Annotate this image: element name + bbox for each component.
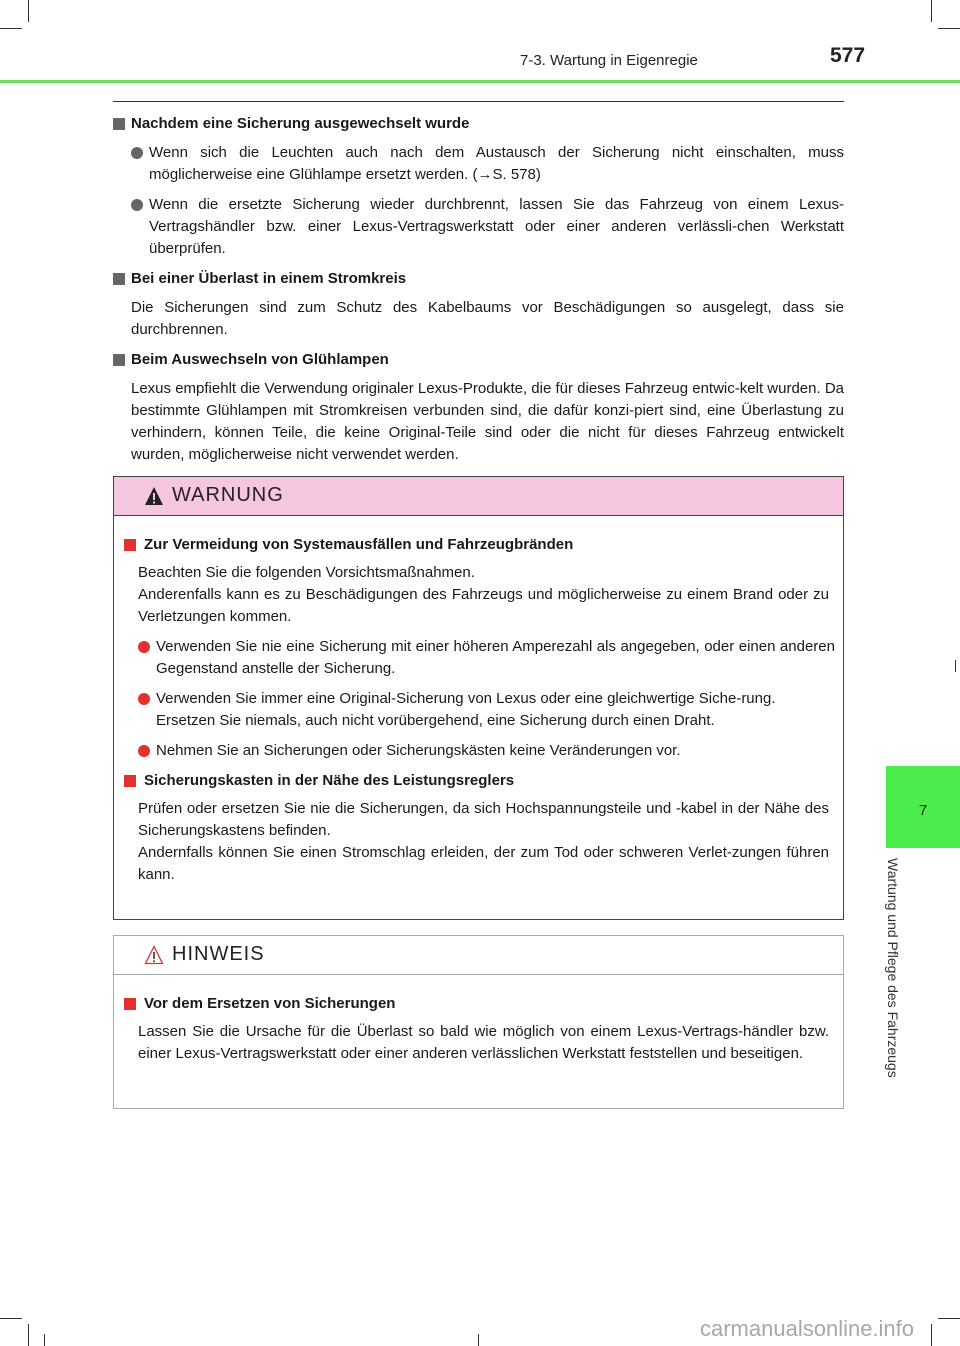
list-item-text: Verwenden Sie nie eine Sicherung mit einer höheren Amperezahl als angegeben, oder einen anderen Gegenstand anstelle der Sicherung.	[156, 638, 835, 677]
list-item	[131, 194, 844, 260]
notice-body	[114, 993, 843, 1073]
notice-section-heading	[124, 993, 843, 1015]
list-item	[138, 740, 835, 762]
dot-bullet-icon	[131, 147, 143, 159]
list-item-text	[156, 688, 835, 732]
warning-section-heading	[124, 770, 843, 792]
list-item-text: Nehmen Sie an Sicherungen oder Sicherungskästen keine Veränderungen vor.	[156, 742, 681, 759]
warning-triangle-icon	[144, 486, 164, 506]
warning-section-heading-text: Sicherungskasten in der Nähe des Leistungsreglers	[144, 772, 515, 789]
header-divider	[0, 80, 960, 83]
crop-mark	[931, 0, 932, 22]
notice-triangle-icon	[144, 945, 164, 965]
list-item	[138, 688, 835, 732]
list-item-text: Wenn sich die Leuchten auch nach dem Austausch der Sicherung nicht einschalten, muss möglicherweise eine Glühlampe ersetzt werden. (→S. 578)	[149, 144, 844, 183]
list-item-text-line: Verwenden Sie immer eine Original-Sicherung von Lexus oder eine gleichwertige Siche-rung.	[156, 690, 776, 707]
page-number: 577	[830, 44, 866, 67]
square-bullet-icon	[113, 354, 125, 366]
warning-section-heading-text: Zur Vermeidung von Systemausfällen und Fahrzeugbränden	[144, 536, 574, 553]
warning-title: WARNUNG	[172, 484, 284, 506]
paragraph: Anderenfalls kann es zu Beschädigungen des Fahrzeugs und möglicherweise zu einem Brand oder zu Verletzungen kommen.	[138, 586, 829, 625]
crop-mark	[28, 0, 29, 22]
crop-mark	[0, 28, 22, 29]
warning-section-heading	[124, 534, 843, 556]
watermark: carmanualsonline.info	[700, 1316, 915, 1341]
dot-bullet-icon	[138, 745, 150, 757]
warning-body	[114, 534, 843, 894]
paragraph: Prüfen oder ersetzen Sie nie die Sicherungen, da sich Hochspannungsteile und -kabel in der Nähe des Sicherungskastens befinden.	[138, 800, 829, 839]
crop-mark	[478, 1334, 479, 1346]
section-heading	[113, 113, 844, 135]
section-heading	[113, 349, 844, 371]
section-heading-text: Nachdem eine Sicherung ausgewechselt wurde	[131, 115, 470, 132]
list-item-text-line: Ersetzen Sie niemals, auch nicht vorübergehend, eine Sicherung durch einen Draht.	[156, 712, 715, 729]
notice-box	[113, 935, 844, 1109]
crop-mark	[938, 28, 960, 29]
chapter-title: 7-3. Wartung in Eigenregie	[520, 52, 698, 69]
warning-header	[114, 477, 843, 516]
warning-box	[113, 476, 844, 920]
list-item	[138, 636, 835, 680]
square-bullet-icon	[113, 273, 125, 285]
crop-mark	[931, 1324, 932, 1346]
crop-mark	[44, 1334, 45, 1346]
notice-section-heading-text: Vor dem Ersetzen von Sicherungen	[144, 995, 396, 1012]
square-bullet-icon	[124, 539, 136, 551]
crop-mark	[938, 1318, 960, 1319]
crop-mark	[0, 1318, 22, 1319]
chapter-tab	[886, 766, 960, 848]
paragraph: Lexus empfiehlt die Verwendung originaler Lexus-Produkte, die für dieses Fahrzeug entwic-kelt wurden. Da bestimmte Glühlampen mit Stromkreisen verbunden sind, die dafür konzi-piert sind, eine Überlastung zu verhindern, können Teile, die keine Original-Teile sind oder die nicht für dieses Fahrzeug entwickelt wurden, möglicherweise nicht verwendet werden.	[131, 380, 844, 463]
square-bullet-icon	[113, 118, 125, 130]
list-item	[131, 142, 844, 186]
paragraph: Andernfalls können Sie einen Stromschlag erleiden, der zum Tod oder schweren Verlet-zungen führen kann.	[138, 844, 829, 883]
square-bullet-icon	[124, 775, 136, 787]
list-item-text: Wenn die ersetzte Sicherung wieder durchbrennt, lassen Sie das Fahrzeug von einem Lexus-Vertragshändler bzw. einer Lexus-Vertragswerkstatt oder einer anderen verlässli-chen Werkstatt überprüfen.	[149, 196, 844, 257]
section-heading	[113, 268, 844, 290]
dot-bullet-icon	[131, 199, 143, 211]
chapter-side-label	[885, 858, 915, 1133]
paragraph: Lassen Sie die Ursache für die Überlast so bald wie möglich von einem Lexus-Vertrags-händler bzw. einer Lexus-Vertragswerkstatt oder einer anderen verlässlichen Werkstatt feststellen und beseitigen.	[138, 1023, 829, 1062]
content-top-rule	[113, 101, 844, 102]
chapter-tab-number: 7	[918, 802, 928, 819]
crop-mark	[28, 1324, 29, 1346]
square-bullet-icon	[124, 998, 136, 1010]
paragraph: Beachten Sie die folgenden Vorsichtsmaßnahmen.	[138, 564, 475, 581]
notice-header	[114, 936, 843, 975]
crop-mark	[955, 660, 956, 672]
dot-bullet-icon	[138, 641, 150, 653]
main-content	[113, 113, 844, 474]
section-heading-text: Beim Auswechseln von Glühlampen	[131, 351, 389, 368]
notice-title: HINWEIS	[172, 943, 265, 965]
section-heading-text: Bei einer Überlast in einem Stromkreis	[131, 270, 407, 287]
paragraph: Die Sicherungen sind zum Schutz des Kabelbaums vor Beschädigungen so ausgelegt, dass sie durchbrennen.	[131, 299, 844, 338]
chapter-side-label-text: Wartung und Pflege des Fahrzeugs	[885, 858, 901, 1078]
dot-bullet-icon	[138, 693, 150, 705]
